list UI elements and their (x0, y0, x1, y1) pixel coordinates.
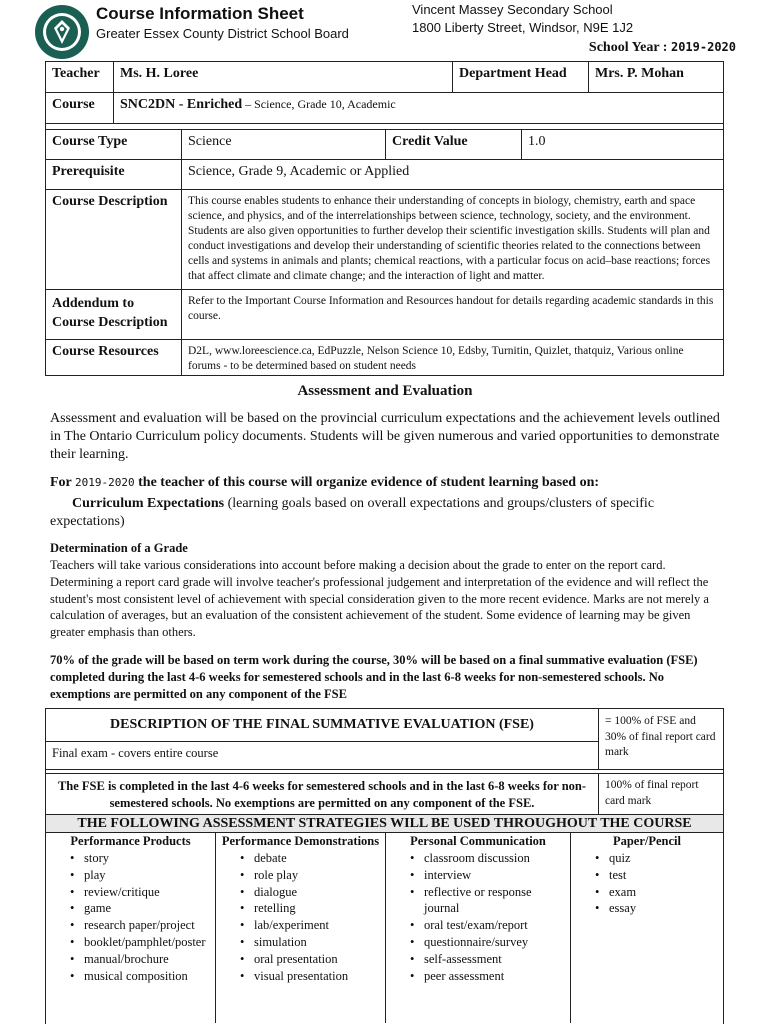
list-item: • lab/experiment (216, 917, 385, 934)
addendum-label-line2: Course Description (52, 315, 168, 330)
school-year-value: 2019-2020 (670, 40, 736, 54)
teacher-row (46, 62, 723, 92)
addendum-label (46, 290, 181, 339)
department-head-label: Department Head (452, 62, 588, 92)
course-subtitle: – Science, Grade 10, Academic (242, 97, 396, 111)
list-item: • oral test/exam/report (386, 917, 570, 934)
list-item: • retelling (216, 900, 385, 917)
addendum-label-line1: Addendum to (52, 296, 135, 311)
teacher-value: Ms. H. Loree (113, 62, 452, 92)
assessment-title: Assessment and Evaluation (297, 383, 473, 399)
list-item: • reflective or response journal (386, 884, 570, 918)
list-item: • quiz (571, 850, 723, 867)
credit-value: 1.0 (521, 130, 723, 159)
teacher-label: Teacher (52, 66, 100, 81)
course-code: SNC2DN - Enriched (120, 97, 243, 112)
resources-row (46, 339, 723, 375)
board-name: Greater Essex County District School Board (96, 26, 349, 41)
strategy-column-title: Personal Communication (410, 834, 546, 848)
credit-value-label: Credit Value (385, 130, 521, 159)
grade-determination-text: Teachers will take various considerations into account before making a decision about the grade to enter on the report card. Determining a report card grade will involve teacher's professional judgement and interpretation of the evidence and will reflect the student's most consistent level of achievement with special consideration given to the more recent evidence. Marks are not merely a calculation of averages, but an evaluation of the consistent achievement of the student. Some evidence of learning may be given greater emphasis than others. (50, 558, 709, 640)
list-item: • research paper/project (46, 917, 215, 934)
description-label: Course Description (52, 194, 168, 209)
list-item: • visual presentation (216, 968, 385, 985)
list-item: • game (46, 900, 215, 917)
list-item: • booklet/pamphlet/poster (46, 934, 215, 951)
grade-breakdown: 70% of the grade will be based on term work during the course, 30% will be based on a final summative evaluation (FSE) completed during the last 4-6 weeks for semestered schools and in the last 6-8 weeks for non-semestered schools. No exemptions are permitted on any component of the FSE (50, 653, 698, 701)
list-item: • self-assessment (386, 951, 570, 968)
list-item: • exam (571, 884, 723, 901)
strategy-column (215, 833, 385, 1023)
fse-weight: = 100% of FSE and 30% of final report card mark (605, 715, 716, 758)
fse-note-weight: 100% of final report card mark (605, 779, 699, 807)
course-value (113, 93, 723, 123)
course-row (46, 92, 723, 123)
sheet-title: Course Information Sheet (96, 4, 304, 23)
course-info-table (45, 61, 724, 376)
strategy-column-title: Paper/Pencil (612, 834, 682, 848)
description-row (46, 189, 723, 289)
assessment-intro: Assessment and evaluation will be based on the provincial curriculum expectations and the achievement levels outlined in The Ontario Curriculum policy documents. Students will be given numerous and varied opportunities to demonstrate their learning. (50, 411, 720, 462)
strategy-column (46, 833, 215, 1023)
prerequisite-row (46, 159, 723, 189)
strategy-column (570, 833, 723, 1023)
strategies-heading: THE FOLLOWING ASSESSMENT STRATEGIES WILL BE USED THROUGHOUT THE COURSE (46, 814, 723, 833)
fse-note: The FSE is completed in the last 4-6 weeks for semestered schools and in the last 6-8 weeks for non-semestered schools. No exemptions are permitted on any component of the FSE. (46, 774, 599, 817)
fse-description: Final exam - covers entire course (52, 746, 219, 760)
for-prefix: For (50, 475, 72, 490)
fse-table (45, 708, 724, 818)
resources-label: Course Resources (52, 344, 159, 359)
description-value: This course enables students to enhance their understanding of concepts in biology, chemistry, earth and space science, and physics, and of the interrelationships between science, technology, society, and the environment. Students are also given opportunities to further develop their scientific investigation skills. Students will plan and conduct investigations and develop their understanding of scientific theories related to the connections between cells and systems in animals and plants; chemical reactions, with a particular focus on acid–base reactions; forces that affect climate and climate change; and the interaction of light and matter. (181, 190, 723, 289)
course-label: Course (52, 97, 95, 112)
resources-value: D2L, www.loreescience.ca, EdPuzzle, Nelson Science 10, Edsby, Turnitin, Quizlet, thatquiz, Various online forums - to be determined based on student needs (181, 340, 723, 375)
school-name: Vincent Massey Secondary School (412, 2, 613, 17)
list-item: • test (571, 867, 723, 884)
list-item: • simulation (216, 934, 385, 951)
grade-determination-heading: Determination of a Grade (50, 541, 188, 555)
for-year: 2019-2020 (75, 476, 135, 489)
list-item: • dialogue (216, 884, 385, 901)
list-item: • musical composition (46, 968, 215, 985)
school-address: 1800 Liberty Street, Windsor, N9E 1J2 (412, 20, 634, 35)
curriculum-expectations (50, 495, 726, 531)
list-item: • review/critique (46, 884, 215, 901)
department-head-value: Mrs. P. Mohan (588, 62, 723, 92)
list-item: • peer assessment (386, 968, 570, 985)
school-year-label: School Year : (588, 40, 668, 55)
list-item: • questionnaire/survey (386, 934, 570, 951)
addendum-row (46, 289, 723, 339)
course-type-row (46, 129, 723, 159)
prerequisite-label: Prerequisite (52, 164, 125, 179)
fse-title: DESCRIPTION OF THE FINAL SUMMATIVE EVALUATION (FSE) (46, 709, 598, 742)
list-item: • debate (216, 850, 385, 867)
prerequisite-value: Science, Grade 9, Academic or Applied (181, 160, 723, 189)
curriculum-expectations-detail: (learning goals based on overall expectations and groups/clusters of specific expectations) (50, 496, 655, 529)
strategy-column-title: Performance Demonstrations (221, 834, 380, 848)
list-item: • manual/brochure (46, 951, 215, 968)
evidence-statement (50, 475, 726, 491)
for-suffix: the teacher of this course will organize evidence of student learning based on: (138, 475, 600, 490)
addendum-value: Refer to the Important Course Information and Resources handout for details regarding academic standards in this course. (181, 290, 723, 339)
course-type-label: Course Type (52, 134, 128, 149)
school-year (589, 40, 736, 56)
school-board-logo (34, 4, 90, 60)
assessment-strategies (45, 814, 724, 1024)
list-item: • classroom discussion (386, 850, 570, 867)
curriculum-expectations-label: Curriculum Expectations (72, 496, 225, 511)
list-item: • essay (571, 900, 723, 917)
strategy-column-title: Performance Products (70, 834, 191, 848)
list-item: • play (46, 867, 215, 884)
course-type-value: Science (181, 130, 385, 159)
strategy-column (385, 833, 570, 1023)
list-item: • oral presentation (216, 951, 385, 968)
list-item: • interview (386, 867, 570, 884)
list-item: • role play (216, 867, 385, 884)
list-item: • story (46, 850, 215, 867)
